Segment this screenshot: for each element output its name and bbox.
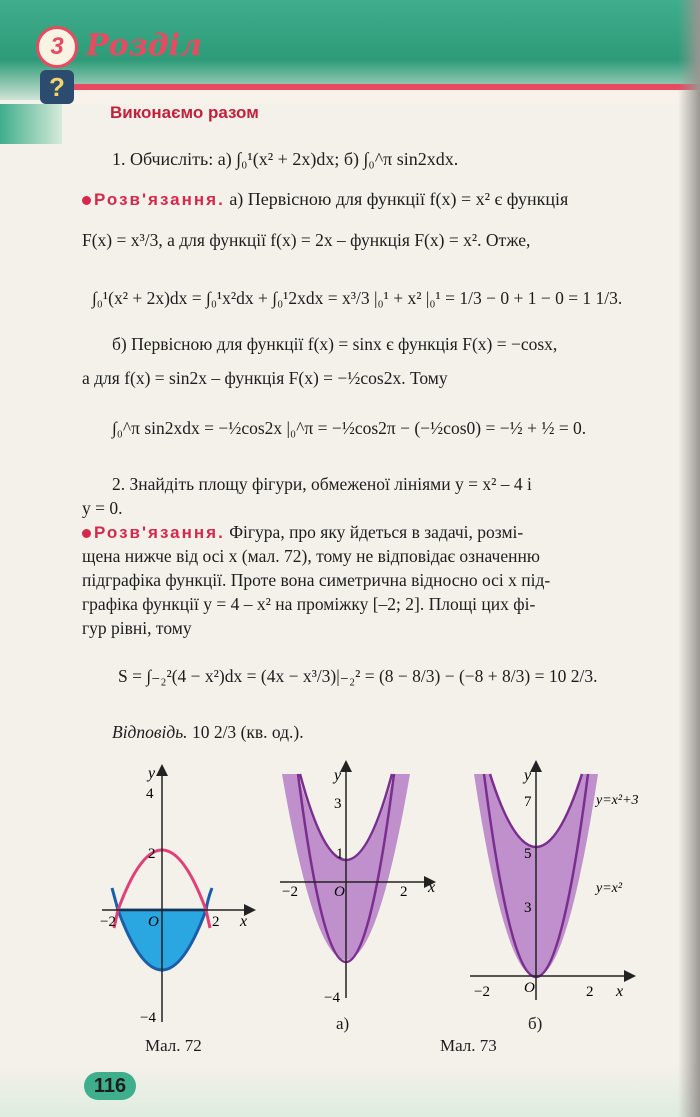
task2-text-4: графіка функції y = 4 – x² на проміжку [–2; 2]. Площі цих фі-	[82, 594, 536, 614]
tick-label: 3	[334, 796, 342, 812]
figure-73-caption: Мал. 73	[440, 1036, 497, 1055]
task1-formula-a: ∫₀¹(x² + 2x)dx = ∫₀¹x²dx + ∫₀¹2xdx = x³/3 |₀¹ + x² |₀¹ = 1/3 − 0 + 1 − 0 = 1 1/3.	[92, 288, 623, 308]
task1-statement: 1. Обчисліть: а) ∫₀¹(x² + 2x)dx; б) ∫₀^π sin2xdx.	[112, 149, 459, 169]
origin-label: O	[524, 980, 535, 996]
task2-answer	[112, 724, 304, 742]
tick-label: 2	[212, 914, 220, 930]
tick-label: −2	[282, 884, 298, 900]
origin-label: O	[148, 914, 159, 930]
tick-label: 2	[148, 846, 156, 862]
solution-text: Фігура, про яку йдеться в задачі, розмі-	[229, 522, 524, 542]
page-number: 116	[84, 1072, 136, 1100]
task1-line-b2: а для f(x) = sin2x – функція F(x) = −½cos2x. Тому	[82, 368, 448, 388]
curve-label-top: y=x²+3	[596, 793, 639, 808]
task2-solution-line-1	[82, 524, 523, 542]
solution-label: Розв'язання.	[94, 523, 225, 542]
tick-label: 2	[586, 984, 594, 1000]
task1-line-a2: F(x) = x³/3, а для функції f(x) = 2x – функція F(x) = x². Отже,	[82, 230, 531, 250]
side-decoration	[0, 104, 62, 144]
figure-73b-label: б)	[528, 1014, 543, 1033]
tick-label: 5	[524, 846, 532, 862]
figure-72	[100, 760, 260, 1030]
task1-line-b1: б) Первісною для функції f(x) = sinx є функція F(x) = −cosx,	[112, 334, 558, 354]
axis-y-label: y	[524, 767, 532, 784]
figure-72-caption: Мал. 72	[145, 1036, 202, 1055]
task2-text-3: підграфіка функції. Проте вона симетрична відносно осі x під-	[82, 570, 551, 590]
axis-x-label: x	[428, 879, 436, 896]
solution-label: Розв'язання.	[94, 190, 225, 209]
task2-text-2: щена нижче від осі x (мал. 72), тому не відповідає означенню	[82, 546, 540, 566]
chapter-title: Розділ	[86, 28, 202, 63]
axis-y-label: y	[148, 765, 156, 782]
axis-x-label: x	[240, 913, 248, 930]
tick-label: −4	[140, 1010, 156, 1026]
axis-y-label: y	[334, 767, 342, 784]
answer-unit: (кв. од.).	[240, 722, 304, 742]
tick-label: −2	[474, 984, 490, 1000]
section-heading: Виконаємо разом	[110, 103, 259, 122]
task2-statement-2: y = 0.	[82, 498, 123, 518]
tick-label: −4	[324, 990, 340, 1006]
answer-value: 10 2/3	[191, 722, 237, 742]
task1-formula-b: ∫₀^π sin2xdx = −½cos2x |₀^π = −½cos2π − (−½cos0) = −½ + ½ = 0.	[112, 418, 587, 438]
tick-label: 7	[524, 794, 532, 810]
task2-formula: S = ∫₋₂²(4 − x²)dx = (4x − x³/3)|₋₂² = (8 − 8/3) − (−8 + 8/3) = 10 2/3.	[118, 666, 598, 686]
curve-label-bottom: y=x²	[596, 881, 623, 896]
origin-label: O	[334, 884, 345, 900]
task2-text-5: гур рівні, тому	[82, 618, 192, 638]
tick-label: 2	[400, 884, 408, 900]
bullet-icon	[82, 529, 91, 538]
page-edge-shadow	[678, 0, 700, 1117]
figure-73a-label: а)	[336, 1014, 350, 1033]
tick-label: 1	[336, 846, 344, 862]
bullet-icon	[82, 196, 91, 205]
figure-73a	[280, 760, 440, 1010]
figure-73b	[470, 760, 670, 1010]
tick-label: −2	[100, 914, 116, 930]
header-white-strip	[60, 90, 700, 104]
axis-x-label: x	[616, 983, 624, 1000]
tick-label: 4	[146, 786, 154, 802]
question-icon: ?	[40, 70, 74, 104]
solution-text: а) Первісною для функції f(x) = x² є функція	[229, 189, 569, 209]
task2-statement-1: 2. Знайдіть площу фігури, обмеженої лініями y = x² – 4 і	[112, 474, 532, 494]
chapter-number-badge: 3	[36, 26, 78, 68]
answer-label: Відповідь.	[112, 722, 188, 742]
tick-label: 3	[524, 900, 532, 916]
task1-solution-line-a1	[82, 190, 568, 208]
